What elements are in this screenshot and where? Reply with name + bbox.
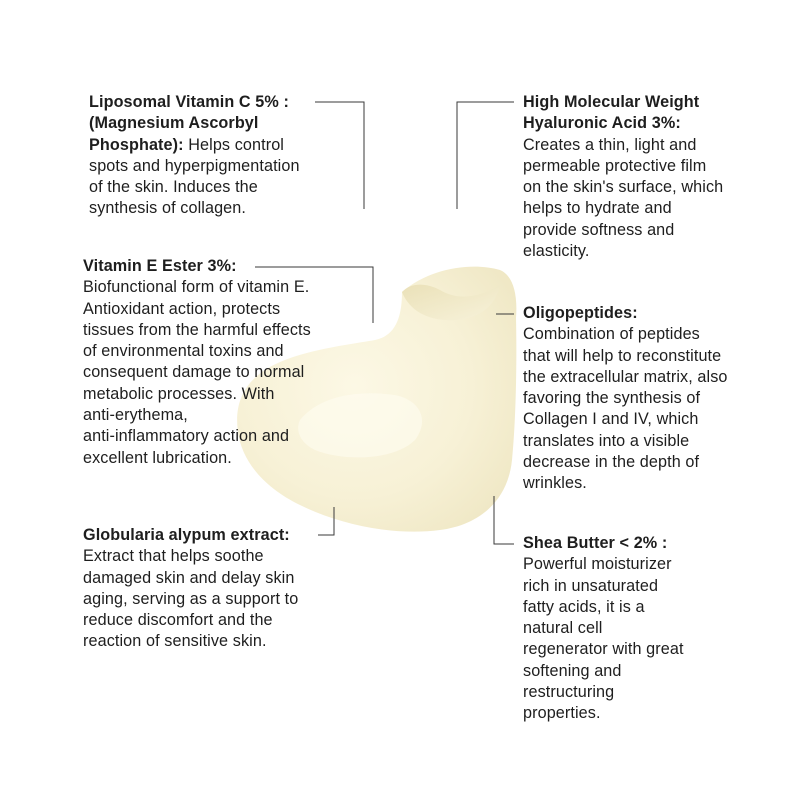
- ingredient-description: regenerator with great: [523, 640, 684, 659]
- ingredient-description: reduce discomfort and the: [83, 611, 273, 630]
- ingredient-title: Globularia alypum extract:: [83, 526, 290, 544]
- ingredient-description: metabolic processes. With: [83, 384, 275, 403]
- ingredient-title: Shea Butter < 2% :: [523, 534, 668, 552]
- ingredient-hyaluronic: [523, 92, 723, 262]
- ingredient-description: Biofunctional form of vitamin E.: [83, 278, 310, 297]
- ingredient-description: excellent lubrication.: [83, 448, 232, 467]
- ingredient-description: softening and: [523, 661, 622, 680]
- ingredient-vitamin-c: [89, 92, 300, 220]
- ingredient-description: consequent damage to normal: [83, 363, 305, 382]
- ingredient-description: the extracellular matrix, also: [523, 367, 728, 386]
- ingredient-description: synthesis of collagen.: [89, 199, 246, 218]
- ingredient-description: anti-inflammatory action and: [83, 427, 290, 446]
- ingredient-description: reaction of sensitive skin.: [83, 632, 267, 651]
- connector-hyaluronic: [457, 102, 514, 209]
- ingredient-description: rich in unsaturated: [523, 576, 659, 595]
- ingredient-description: fatty acids, it is a: [523, 597, 645, 616]
- ingredient-title: (Magnesium Ascorbyl: [89, 114, 259, 133]
- ingredient-description: decrease in the depth of: [523, 453, 700, 472]
- ingredient-description: wrinkles.: [523, 474, 587, 493]
- ingredient-description: translates into a visible: [523, 431, 690, 450]
- ingredient-description: properties.: [523, 704, 601, 723]
- ingredient-description: Antioxidant action, protects: [83, 299, 281, 318]
- ingredient-description: restructuring: [523, 683, 615, 702]
- ingredient-description: Powerful moisturizer: [523, 555, 672, 574]
- ingredient-description: damaged skin and delay skin: [83, 568, 295, 587]
- ingredient-oligopeptides: [523, 303, 728, 495]
- ingredient-description: Collagen I and IV, which: [523, 410, 699, 429]
- ingredient-description: on the skin's surface, which: [523, 178, 724, 197]
- ingredient-title: Vitamin E Ester 3%:: [83, 257, 237, 275]
- ingredient-description: helps to hydrate and: [523, 199, 672, 218]
- ingredient-description: permeable protective film: [523, 156, 707, 175]
- ingredient-description: natural cell: [523, 619, 603, 638]
- ingredient-description: elasticity.: [523, 242, 590, 261]
- ingredient-description: spots and hyperpigmentation: [89, 156, 300, 175]
- ingredient-description: Extract that helps soothe: [83, 547, 264, 566]
- ingredient-title: High Molecular Weight: [523, 93, 700, 111]
- ingredient-description: tissues from the harmful effects: [83, 320, 311, 339]
- ingredient-title: Liposomal Vitamin C 5% :: [89, 93, 289, 111]
- ingredient-globularia: [83, 525, 298, 653]
- ingredient-title: Hyaluronic Acid 3%:: [523, 114, 681, 133]
- ingredient-vitamin-e: [83, 256, 311, 469]
- ingredient-title: Phosphate):: [89, 135, 184, 154]
- ingredient-description: anti-erythema,: [83, 406, 188, 425]
- connector-globularia: [318, 507, 334, 535]
- ingredient-description: Combination of peptides: [523, 325, 700, 344]
- ingredient-shea-butter: [523, 533, 684, 725]
- ingredient-title: Oligopeptides:: [523, 304, 638, 322]
- ingredient-description: of environmental toxins and: [83, 342, 284, 361]
- ingredient-description: that will help to reconstitute: [523, 346, 722, 365]
- ingredient-description: favoring the synthesis of: [523, 389, 701, 408]
- ingredient-description: of the skin. Induces the: [89, 178, 258, 197]
- ingredient-description: aging, serving as a support to: [83, 589, 299, 608]
- ingredient-description: Helps control: [183, 135, 285, 154]
- connector-shea: [494, 496, 514, 544]
- ingredient-description: provide softness and: [523, 220, 675, 239]
- ingredient-description: Creates a thin, light and: [523, 135, 697, 154]
- connector-vitamin-c: [315, 102, 364, 209]
